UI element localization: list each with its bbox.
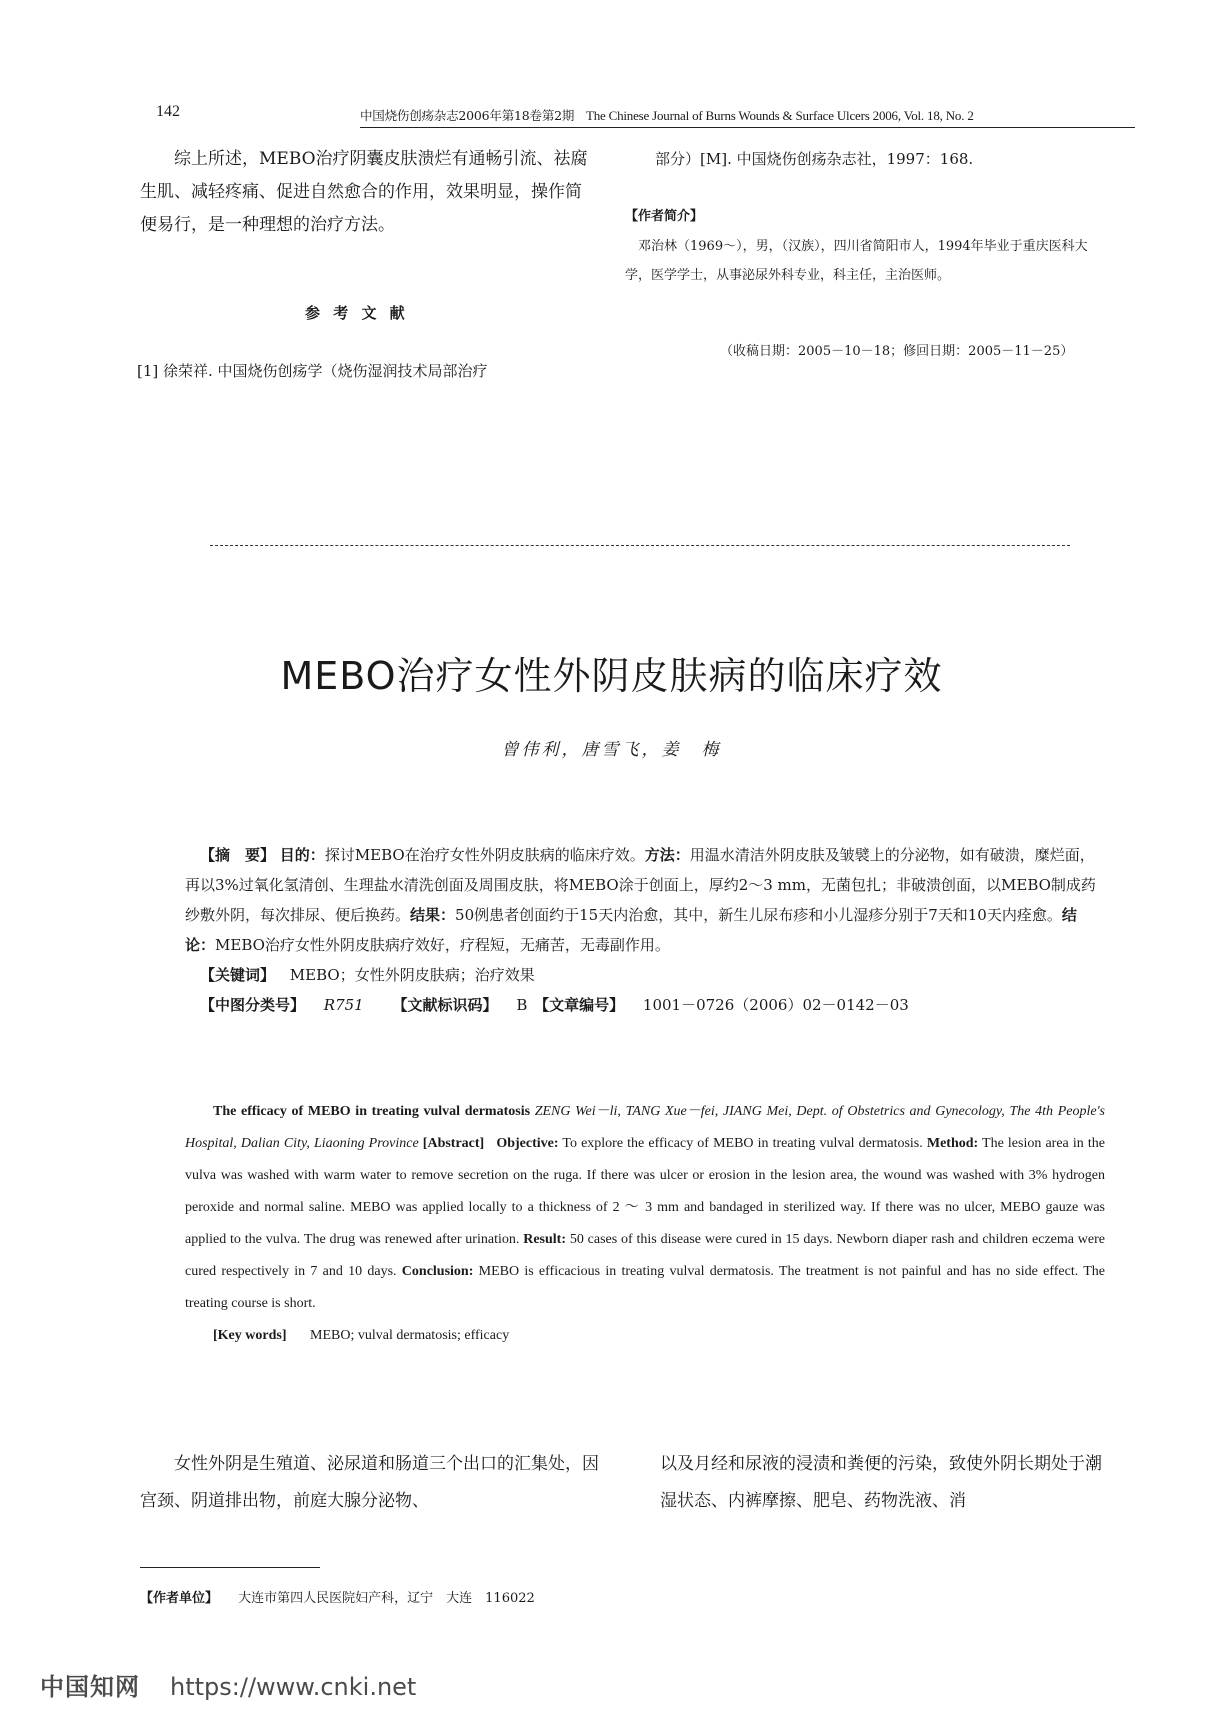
running-head [360,106,1135,128]
section-divider [210,545,1070,546]
en-keywords-label: [Key words] [213,1328,287,1343]
conclusion-text: MEBO治疗女性外阴皮肤病疗效好，疗程短，无痛苦，无毒副作用。 [215,936,670,954]
result-text: 50例患者创面约于15天内治愈，其中，新生儿尿布疹和小儿湿疹分别于7天和10天内痊愈。 [455,906,1062,924]
en-objective: To explore the efficacy of MEBO in treating vulval dermatosis. [562,1136,923,1151]
footnote [140,1587,535,1606]
en-keywords-line [185,1320,1105,1352]
journal-name-en: The Chinese Journal of Burns Wounds & Surface Ulcers 2006, Vol. 18, No. 2 [585,108,974,123]
en-keywords: MEBO; vulval dermatosis; efficacy [310,1328,510,1343]
abstract-label: 【摘 要】 [200,846,276,864]
en-conclusion: MEBO is efficacious in treating vulval dermatosis. The treatment is not painful and has no side effect. The treating course is short. [185,1264,1106,1311]
keywords-cn: MEBO；女性外阴皮肤病；治疗效果 [289,966,535,984]
author-bio-title: 【作者简介】 [625,209,704,224]
references-title: 参 考 文 献 [305,304,409,322]
en-title: The efficacy of MEBO in treating vulval dermatosis [213,1104,531,1119]
result-label: 结果： [410,906,456,924]
en-method: The lesion area in the vulva was washed with warm water to remove secretion on the ruga. If there was ulcer or erosion in the lesion area, the wound was washed with 3% hydrogen peroxide and normal saline. MEBO was applied locally to a thickness of 2 ～ 3 mm and bandaged in sterilized way. If there was no ulcer, MEBO gauze was applied to the vulva. The drug was renewed after urination. [185,1136,1105,1247]
body-left-column: 女性外阴是生殖道、泌尿道和肠道三个出口的汇集处，因宫颈、阴道排出物，前庭大腺分泌物、 [140,1454,599,1511]
page-number: 142 [156,103,180,120]
reference-1: [1] 徐荣祥. 中国烧伤创疡学（烧伤湿润技术局部治疗 [137,362,488,380]
clc-value: R751 [323,996,364,1014]
author-bio: 邓治林（1969～），男，（汉族），四川省简阳市人，1994年毕业于重庆医科大学，医学学士，从事泌尿外科专业，科主任，主治医师。 [625,239,1088,283]
keywords-label: 【关键词】 [200,966,276,984]
en-objective-label: Objective: [496,1136,559,1151]
footnote-label: 【作者单位】 [140,1591,219,1606]
footnote-rule [140,1567,320,1568]
en-authors: ZENG Wei－li, TANG Xue－fei, JIANG Mei, Dept. of Obstetrics and Gynecology, The 4th People's Hospital, Dalian City, Liaoning Province [185,1104,1106,1151]
journal-name-cn: 中国烧伤创疡杂志2006年第18卷第2期 [360,108,575,123]
cnki-watermark [40,1667,416,1702]
body-right-column: 以及月经和尿液的浸渍和粪便的污染，致使外阴长期处于潮湿状态、内裤摩擦、肥皂、药物洗液、消 [660,1454,1102,1511]
clc-label: 【中图分类号】 [200,996,306,1014]
method-label: 方法： [644,846,690,864]
article-authors: 曾伟利，唐雪飞，姜 梅 [501,740,722,760]
en-result: 50 cases of this disease were cured in 15 days. Newborn diaper rash and children eczema were cured respectively in 7 and 10 days. [185,1232,1106,1279]
objective-label: 目的： [279,846,325,864]
received-dates: （收稿日期：2005－10－18；修回日期：2005－11－25） [720,344,1074,359]
en-method-label: Method: [926,1136,979,1151]
keywords-line [185,960,1105,990]
en-result-label: Result: [523,1232,566,1247]
classification-line [185,990,1105,1020]
cnki-logo: 中国知网 [40,1673,140,1701]
article-no-label: 【文章编号】 [534,996,625,1014]
cnki-url: https://www.cnki.net [170,1673,417,1701]
article-no-value: 1001－0726（2006）02－0142－03 [642,996,909,1014]
abstract-cn [185,840,1105,1020]
article-title: MEBO治疗女性外阴皮肤病的临床疗效 [280,654,943,698]
en-conclusion-label: Conclusion: [401,1264,474,1279]
objective-text: 探讨MEBO在治疗女性外阴皮肤病的临床疗效。 [324,846,645,864]
abstract-en [185,1096,1105,1352]
doc-code-label: 【文献标识码】 [392,996,498,1014]
prev-conclusion: 综上所述，MEBO治疗阴囊皮肤溃烂有通畅引流、祛腐生肌、减轻疼痛、促进自然愈合的作用，效果明显，操作简便易行，是一种理想的治疗方法。 [140,149,588,235]
en-abstract-label: [Abstract] [422,1136,485,1151]
doc-code-value: B [516,996,528,1014]
method-text: 用温水清洁外阴皮肤及皱襞上的分泌物，如有破溃，糜烂面，再以3%过氧化氢清创、生理盐水清洗创面及周围皮肤，将MEBO涂于创面上，厚约2～3 mm，无菌包扎；非破溃创面，以MEBO制成药纱敷外阴，每次排尿、便后换药。 [185,846,1096,924]
footnote-text: 大连市第四人民医院妇产科，辽宁 大连 116022 [238,1591,535,1606]
reference-1-continued: 部分）[M]. 中国烧伤创疡杂志社，1997：168. [655,150,974,168]
conclusion-label: 结论： [185,906,1077,954]
